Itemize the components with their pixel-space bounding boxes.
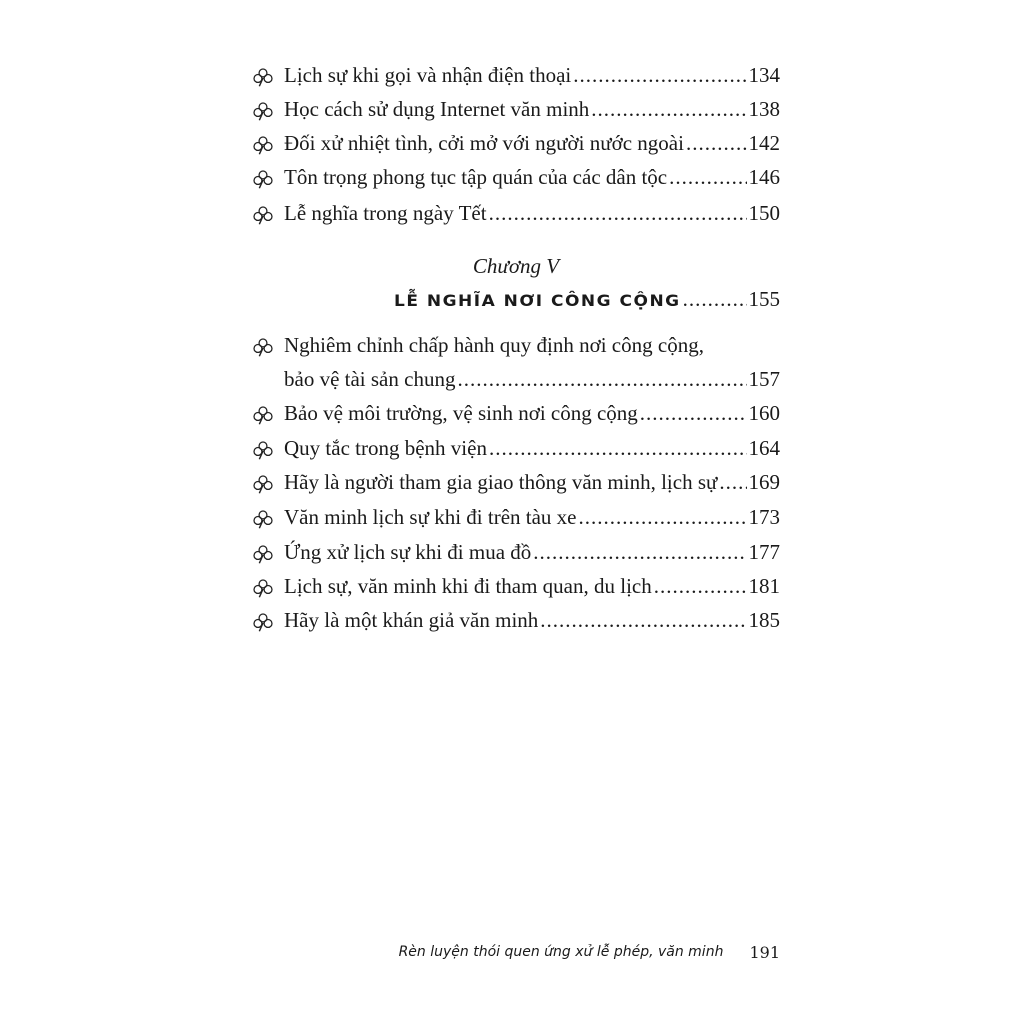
dot-leader <box>591 92 746 126</box>
chapter-page: 155 <box>748 287 780 311</box>
toc-entry-page: 173 <box>748 505 780 529</box>
dot-leader <box>669 160 746 194</box>
dot-leader <box>719 465 746 499</box>
clover-bullet-icon <box>252 169 274 191</box>
clover-bullet-icon <box>252 612 274 634</box>
toc-entry-title: Ứng xử lịch sự khi đi mua đồ <box>284 540 532 564</box>
toc-entry-page: 177 <box>748 540 780 564</box>
clover-bullet-icon <box>252 509 274 531</box>
toc-entry <box>252 160 780 194</box>
chapter-heading <box>394 287 780 312</box>
toc-entry-title: Hãy là người tham gia giao thông văn minh, lịch sự <box>284 470 718 494</box>
toc-entry-title: Học cách sử dụng Internet văn minh <box>284 97 590 121</box>
toc-entry <box>252 58 780 92</box>
clover-bullet-icon <box>252 578 274 600</box>
clover-bullet-icon <box>252 337 274 359</box>
toc-entry-page: 146 <box>748 165 780 189</box>
page-footer <box>400 936 780 968</box>
toc-entry-title: Bảo vệ môi trường, vệ sinh nơi công cộng <box>284 401 638 425</box>
toc-entry-title: Tôn trọng phong tục tập quán của các dân tộc <box>284 165 668 189</box>
clover-bullet-icon <box>252 405 274 427</box>
toc-entry-title: Lịch sự khi gọi và nhận điện thoại <box>284 63 572 87</box>
dot-leader <box>489 431 747 465</box>
toc-entry-title-line: Nghiêm chỉnh chấp hành quy định nơi công cộng, <box>284 333 704 357</box>
clover-bullet-icon <box>252 135 274 157</box>
toc-entry <box>252 535 780 569</box>
dot-leader <box>640 396 747 430</box>
running-title: Rèn luyện thói quen ứng xử lễ phép, văn minh <box>398 944 724 960</box>
toc-entry <box>252 196 780 230</box>
clover-bullet-icon <box>252 101 274 123</box>
toc-entry-page: 164 <box>748 436 780 460</box>
toc-entry-title: Văn minh lịch sự khi đi trên tàu xe <box>284 505 577 529</box>
toc-entry <box>252 126 780 160</box>
toc-entry-page: 150 <box>748 201 780 225</box>
toc-entry <box>252 328 780 396</box>
clover-bullet-icon <box>252 474 274 496</box>
clover-bullet-icon <box>252 544 274 566</box>
clover-bullet-icon <box>252 440 274 462</box>
toc-entry-page: 138 <box>748 97 780 121</box>
clover-bullet-icon <box>252 67 274 89</box>
toc-entry-title: Đối xử nhiệt tình, cởi mở với người nước ngoài <box>284 131 684 155</box>
toc-entry <box>252 92 780 126</box>
dot-leader <box>489 196 747 230</box>
dot-leader <box>654 569 747 603</box>
chapter-label: Chương V <box>472 254 560 278</box>
toc-entry-page: 134 <box>748 63 780 87</box>
toc-entry <box>252 603 780 637</box>
toc-entry-page: 160 <box>748 401 780 425</box>
toc-entry-title: Quy tắc trong bệnh viện <box>284 436 487 460</box>
toc-entry <box>252 569 780 603</box>
toc-entry <box>252 500 780 534</box>
toc-entry-page: 169 <box>748 470 780 494</box>
chapter-title: LỄ NGHĨA NƠI CÔNG CỘNG <box>394 291 681 311</box>
toc-entry-title: Lịch sự, văn minh khi đi tham quan, du lịch <box>284 574 652 598</box>
dot-leader <box>457 362 746 396</box>
toc-entry-title: bảo vệ tài sản chung <box>284 367 456 391</box>
dot-leader <box>686 126 747 160</box>
toc-entry <box>252 431 780 465</box>
toc-entry-page: 157 <box>748 367 780 391</box>
toc-entry-page: 181 <box>748 574 780 598</box>
toc-entry-page: 142 <box>748 131 780 155</box>
dot-leader <box>533 535 746 569</box>
toc-entry <box>252 465 780 499</box>
toc-entry-title: Hãy là một khán giả văn minh <box>284 608 539 632</box>
dot-leader <box>573 58 746 92</box>
dot-leader <box>540 603 746 637</box>
dot-leader <box>683 287 747 312</box>
clover-bullet-icon <box>252 205 274 227</box>
toc-entry-page: 185 <box>748 608 780 632</box>
toc-entry <box>252 396 780 430</box>
toc-entry-title: Lễ nghĩa trong ngày Tết <box>284 201 487 225</box>
dot-leader <box>579 500 747 534</box>
page-number: 191 <box>749 942 780 962</box>
